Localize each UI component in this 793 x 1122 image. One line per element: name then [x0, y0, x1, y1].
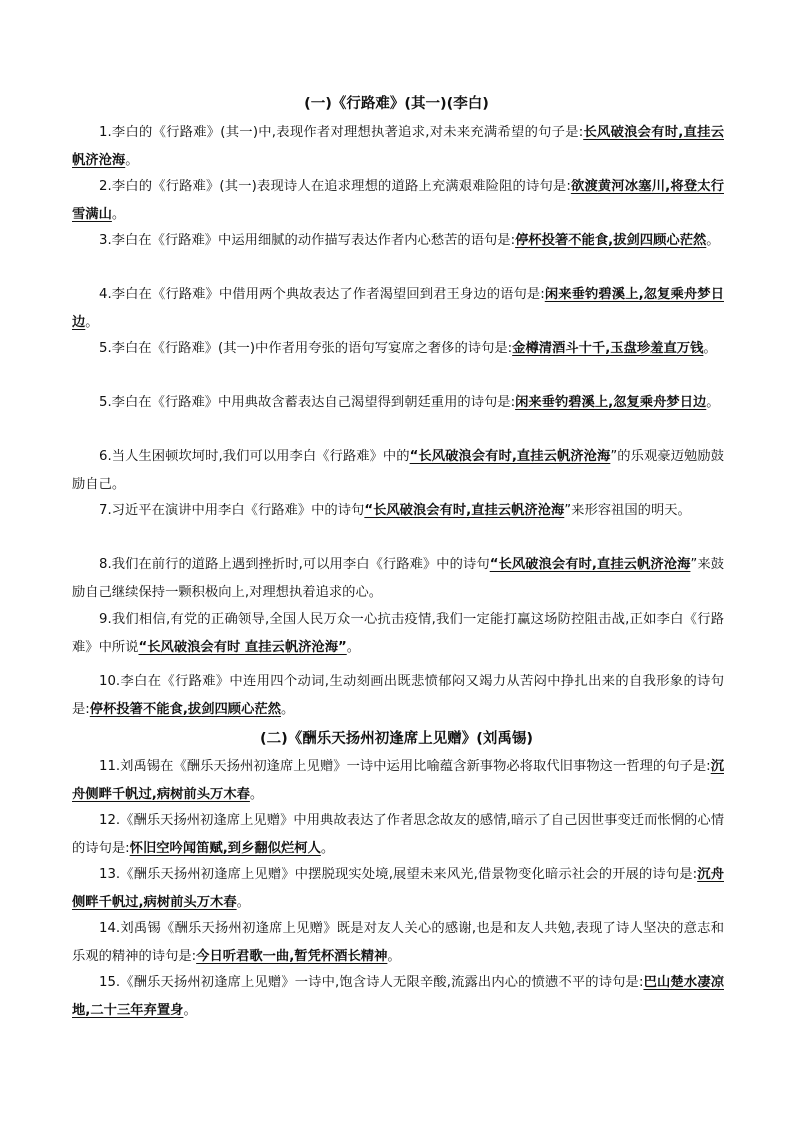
question-item — [72, 443, 724, 498]
section-title-li-bai: (一)《行路难》(其一)(李白) — [304, 96, 489, 112]
answer-text: “长风破浪会有时 直挂云帆济沧海” — [138, 639, 347, 655]
question-text: 6.当人生困顿坎坷时,我们可以用李白《行路难》中的 — [99, 449, 410, 464]
answer-text: 沉舟侧畔千帆过,病树前头万木春 — [72, 759, 724, 802]
question-end: ”来形容祖国的明天。 — [564, 503, 691, 518]
answer-text: “长风破浪会有时,直挂云帆济沧海 — [364, 503, 565, 518]
question-end: 。 — [111, 206, 126, 222]
question-text: 3.李白在《行路难》中运用细腻的动作描写表达作者内心愁苦的语句是: — [99, 233, 516, 248]
question-text: 13.《酬乐天扬州初逢席上见赠》中摆脱现实处境,展望未来风光,借景物变化暗示社会的开展的诗句是: — [99, 867, 698, 882]
question-end: ”的乐观豪迈勉励鼓励自己。 — [72, 449, 724, 492]
answer-text: 闲来垂钓碧溪上,忽复乘舟梦日边 — [515, 395, 707, 410]
question-text: 8.我们在前行的道路上遇到挫折时,可以用李白《行路难》中的诗句 — [99, 557, 490, 572]
question-item — [72, 335, 724, 363]
question-text: 5.李白在《行路难》中用典故含蓄表达自己渴望得到朝廷重用的诗句是: — [99, 395, 516, 410]
question-text: 12.《酬乐天扬州初逢席上见赠》中用典故表达了作者思念故友的感情,暗示了自己因世事变迁而怅惘的心情的诗句是: — [72, 813, 724, 856]
question-item — [72, 969, 724, 1024]
question-item — [72, 281, 724, 336]
question-text: 14.刘禹锡《酬乐天扬州初逢席上见赠》既是对友人关心的感谢,也是和友人共勉,表现了诗人坚决的意志和乐观的精神的诗句是: — [72, 921, 724, 964]
answer-text: 怀旧空吟闻笛赋,到乡翻似烂柯人 — [129, 840, 321, 856]
question-text: 5.李白在《行路难》(其一)中作者用夸张的语句写宴席之奢侈的诗句是: — [99, 341, 513, 356]
answer-text: 长风破浪会有时,直挂云帆济沧海 — [72, 125, 724, 168]
answer-text: 欲渡黄河冰塞川,将登太行雪满山 — [72, 179, 724, 222]
question-text: 9.我们相信,有党的正确领导,全国人民万众一心抗击疫情,我们一定能打赢这场防控阻击战,正如李白《行路难》中所说 — [72, 612, 724, 655]
answer-text: 巴山楚水凄凉地,二十三年弃置身 — [72, 975, 724, 1018]
question-text: 4.李白在《行路难》中借用两个典故表达了作者渴望回到君王身边的语句是: — [99, 287, 545, 302]
question-end: 。 — [183, 1002, 197, 1018]
question-item — [72, 173, 724, 228]
question-text: 10.李白在《行路难》中连用四个动词,生动刻画出既悲愤郁闷又竭力从苦闷中挣扎出来的自我形象的诗句是: — [72, 674, 724, 717]
question-item — [72, 389, 724, 417]
question-end: 。 — [703, 341, 717, 356]
answer-text: 沉舟侧畔千帆过,病树前头万木春 — [72, 867, 724, 910]
question-text: 1.李白的《行路难》(其一)中,表现作者对理想执著追求,对未来充满希望的句子是: — [99, 125, 584, 140]
question-item — [72, 807, 724, 862]
question-text: 7.习近平在演讲中用李白《行路难》中的诗句 — [99, 503, 365, 518]
question-item — [72, 551, 724, 606]
question-item — [72, 119, 724, 174]
question-end: 。 — [85, 314, 99, 330]
question-item — [72, 606, 724, 661]
answer-text: 今日听君歌一曲,暂凭杯酒长精神 — [196, 948, 388, 964]
section-title-liu-yuxi: (二)《酬乐天扬州初逢席上见赠》(刘禹锡) — [259, 731, 533, 747]
question-item — [72, 497, 724, 525]
question-end: 。 — [387, 948, 401, 964]
answer-text: 停杯投箸不能食,拔剑四顾心茫然 — [89, 701, 281, 717]
question-end: 。 — [706, 395, 720, 410]
question-end: 。 — [346, 639, 361, 655]
question-end: 。 — [249, 786, 264, 802]
question-text: 15.《酬乐天扬州初逢席上见赠》一诗中,饱含诗人无限辛酸,流露出内心的愤懑不平的诗句是: — [99, 975, 644, 990]
answer-text: “长风破浪会有时,直挂云帆济沧海 — [409, 449, 611, 464]
question-text: 2.李白的《行路难》(其一)表现诗人在追求理想的道路上充满艰难险阻的诗句是: — [99, 179, 571, 194]
question-end: 。 — [320, 840, 335, 856]
question-text: 11.刘禹锡在《酬乐天扬州初逢席上见赠》一诗中运用比喻蕴含新事物必将取代旧事物这一哲理的句子是: — [99, 759, 711, 774]
question-end: 。 — [236, 894, 250, 910]
question-item — [72, 915, 724, 970]
question-item — [72, 861, 724, 916]
question-end: 。 — [281, 701, 295, 717]
question-item — [72, 227, 724, 255]
answer-text: “长风破浪会有时,直挂云帆济沧海 — [489, 557, 691, 572]
question-end: ”来鼓励自己继续保持一颗积极向上,对理想执着追求的心。 — [72, 557, 725, 600]
question-end: 。 — [706, 233, 720, 248]
answer-text: 闲来垂钓碧溪上,忽复乘舟梦日边 — [72, 287, 724, 330]
answer-text: 金樽清酒斗十千,玉盘珍羞直万钱 — [512, 341, 704, 356]
question-end: 。 — [125, 152, 139, 168]
question-item — [72, 668, 724, 723]
answer-text: 停杯投箸不能食,拔剑四顾心茫然 — [515, 233, 707, 248]
question-item — [72, 753, 724, 808]
